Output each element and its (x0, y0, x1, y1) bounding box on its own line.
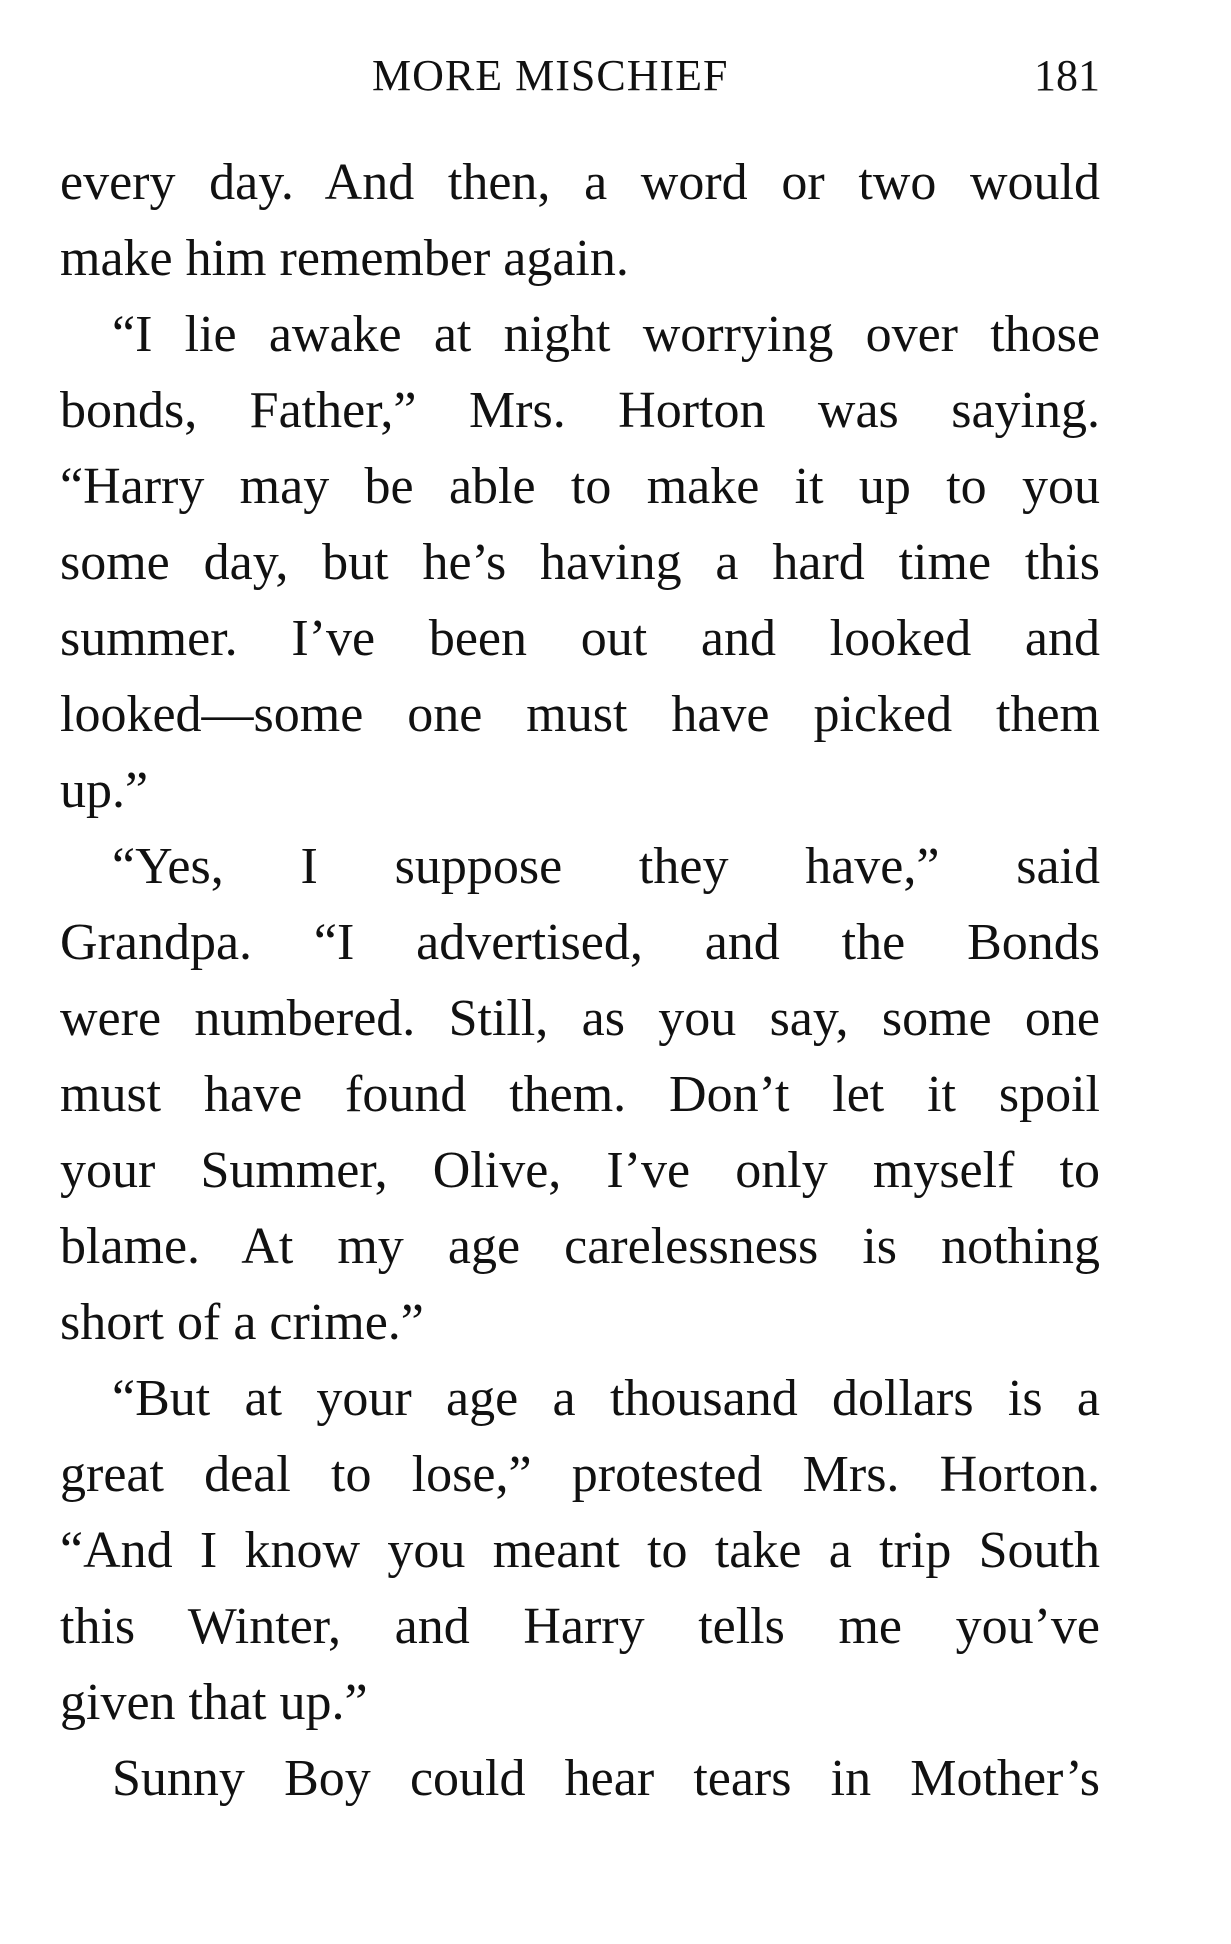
text-line: must have found them. Don’t let it spoil (60, 1066, 1100, 1123)
text-line: summer. I’ve been out and looked and (60, 610, 1100, 667)
text-line: “I lie awake at night worrying over those (112, 306, 1100, 363)
body-text (60, 145, 1100, 1817)
text-line: great deal to lose,” protested Mrs. Horton. (60, 1446, 1100, 1503)
text-line: bonds, Father,” Mrs. Horton was saying. (60, 382, 1100, 439)
text-line: blame. At my age carelessness is nothing (60, 1218, 1100, 1275)
text-line: looked—some one must have picked them (60, 686, 1100, 743)
text-line: up.” (60, 762, 149, 819)
text-line: some day, but he’s having a hard time this (60, 534, 1100, 591)
text-line: given that up.” (60, 1674, 368, 1731)
text-line: short of a crime.” (60, 1294, 424, 1351)
text-line: every day. And then, a word or two would (60, 154, 1100, 211)
text-line: Sunny Boy could hear tears in Mother’s (112, 1750, 1100, 1807)
text-line: “Harry may be able to make it up to you (60, 458, 1100, 515)
running-head (60, 46, 1100, 106)
running-title: MORE MISCHIEF (372, 51, 729, 100)
text-line: “But at your age a thousand dollars is a (112, 1370, 1100, 1427)
text-line: “Yes, I suppose they have,” said (112, 838, 1100, 895)
text-line: were numbered. Still, as you say, some one (60, 990, 1100, 1047)
text-line: Grandpa. “I advertised, and the Bonds (60, 914, 1100, 971)
text-line: make him remember again. (60, 230, 629, 287)
text-line: this Winter, and Harry tells me you’ve (60, 1598, 1100, 1655)
text-line: “And I know you meant to take a trip South (60, 1522, 1100, 1579)
page-number: 181 (1034, 51, 1100, 100)
text-line: your Summer, Olive, I’ve only myself to (60, 1142, 1100, 1199)
